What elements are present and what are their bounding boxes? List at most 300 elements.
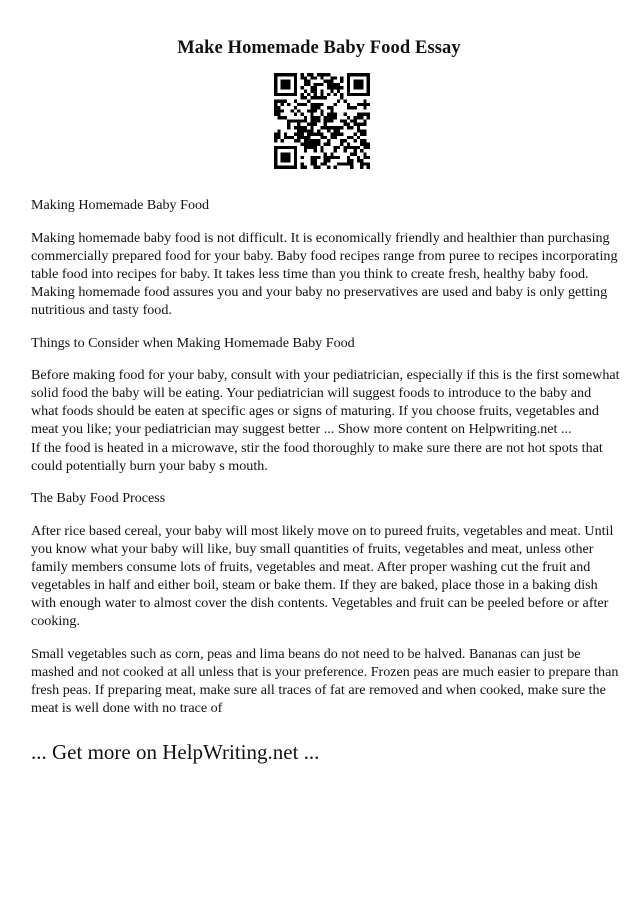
qr-module <box>277 106 280 109</box>
qr-module <box>291 136 294 139</box>
qr-module <box>291 119 294 122</box>
qr-module <box>360 159 363 162</box>
qr-module <box>274 99 277 102</box>
qr-module <box>294 166 297 169</box>
qr-module <box>304 96 307 99</box>
qr-module <box>357 116 360 119</box>
qr-module <box>320 96 323 99</box>
qr-module <box>353 146 356 149</box>
qr-module <box>300 113 303 116</box>
qr-module <box>334 136 337 139</box>
qr-module <box>327 86 330 89</box>
qr-module <box>297 139 300 142</box>
qr-module <box>344 149 347 152</box>
qr-module <box>314 116 317 119</box>
qr-module <box>300 86 303 89</box>
qr-module <box>297 103 300 106</box>
qr-module <box>334 103 337 106</box>
section-heading: The Baby Food Process <box>31 490 166 507</box>
qr-module <box>327 159 330 162</box>
qr-module <box>314 90 317 93</box>
qr-module <box>344 119 347 122</box>
qr-module <box>274 113 277 116</box>
qr-module <box>327 83 330 86</box>
qr-module <box>324 73 327 76</box>
qr-module <box>347 80 350 83</box>
qr-module <box>307 99 310 102</box>
qr-module <box>294 149 297 152</box>
qr-module <box>294 83 297 86</box>
qr-module <box>310 129 313 132</box>
qr-module <box>300 136 303 139</box>
qr-module <box>367 143 370 146</box>
qr-module <box>363 113 366 116</box>
qr-module <box>337 99 340 102</box>
qr-module <box>324 123 327 126</box>
qr-module <box>284 166 287 169</box>
qr-module <box>330 116 333 119</box>
qr-module <box>314 133 317 136</box>
qr-module <box>347 106 350 109</box>
paragraph: After rice based cereal, your baby will most likely move on to pureed fruits, vegetables and meat. Until you know what your baby will like, buy small quantities of fruits, vegetables and meat, unless other family members consume lots of fruits, vegetables and meat. After proper washing cut the fruit and vegetables in half and either boil, steam or bake them. If they are baked, place those in a baking dish with enough water to almost cover the dish contents. Vegetables and fruit can be peeled before or after cooking. <box>31 522 614 630</box>
qr-module <box>330 113 333 116</box>
qr-module <box>314 109 317 112</box>
qr-module <box>277 133 280 136</box>
qr-module <box>317 166 320 169</box>
qr-module <box>310 146 313 149</box>
qr-module <box>294 113 297 116</box>
qr-module <box>357 83 360 86</box>
qr-module <box>340 143 343 146</box>
qr-module <box>350 93 353 96</box>
qr-module <box>367 73 370 76</box>
qr-module <box>327 156 330 159</box>
qr-module <box>324 116 327 119</box>
qr-module <box>350 73 353 76</box>
qr-module <box>310 159 313 162</box>
qr-module <box>340 139 343 142</box>
page-title: Make Homemade Baby Food Essay <box>177 38 461 58</box>
qr-module <box>337 90 340 93</box>
qr-module <box>320 109 323 112</box>
qr-module <box>347 156 350 159</box>
qr-module <box>353 73 356 76</box>
qr-module <box>337 156 340 159</box>
qr-module <box>300 96 303 99</box>
qr-module <box>320 149 323 152</box>
qr-module <box>330 136 333 139</box>
qr-module <box>284 159 287 162</box>
qr-module <box>334 156 337 159</box>
qr-module <box>317 133 320 136</box>
qr-module <box>350 126 353 129</box>
qr-module <box>347 143 350 146</box>
qr-module <box>357 86 360 89</box>
qr-module <box>310 133 313 136</box>
qr-module <box>314 143 317 146</box>
qr-module <box>360 113 363 116</box>
qr-module <box>340 76 343 79</box>
qr-module <box>304 83 307 86</box>
qr-module <box>274 146 277 149</box>
qr-module <box>330 126 333 129</box>
qr-module <box>274 73 277 76</box>
qr-module <box>320 90 323 93</box>
qr-module <box>350 162 353 165</box>
qr-module <box>367 113 370 116</box>
qr-module <box>287 152 290 155</box>
qr-module <box>337 129 340 132</box>
qr-module <box>294 126 297 129</box>
qr-module <box>287 156 290 159</box>
qr-module <box>310 119 313 122</box>
qr-module <box>353 152 356 155</box>
qr-module <box>344 139 347 142</box>
qr-module <box>347 146 350 149</box>
qr-module <box>327 106 330 109</box>
qr-module <box>334 86 337 89</box>
qr-module <box>291 166 294 169</box>
qr-module <box>324 152 327 155</box>
qr-module <box>367 93 370 96</box>
qr-module <box>344 162 347 165</box>
qr-module <box>324 156 327 159</box>
qr-module <box>344 113 347 116</box>
qr-module <box>300 156 303 159</box>
qr-module <box>304 146 307 149</box>
qr-module <box>360 73 363 76</box>
qr-module <box>357 113 360 116</box>
qr-module <box>314 93 317 96</box>
qr-module <box>347 123 350 126</box>
qr-module <box>284 136 287 139</box>
qr-module <box>277 166 280 169</box>
qr-module <box>307 143 310 146</box>
qr-module <box>307 73 310 76</box>
qr-module <box>281 116 284 119</box>
qr-module <box>350 146 353 149</box>
qr-module <box>307 83 310 86</box>
qr-module <box>334 129 337 132</box>
qr-module <box>294 106 297 109</box>
qr-module <box>277 93 280 96</box>
qr-module <box>320 73 323 76</box>
qr-module <box>350 119 353 122</box>
qr-module <box>337 126 340 129</box>
qr-module <box>320 93 323 96</box>
qr-module <box>324 162 327 165</box>
qr-module <box>300 162 303 165</box>
qr-module <box>360 116 363 119</box>
qr-module <box>350 152 353 155</box>
qr-module <box>274 76 277 79</box>
qr-module <box>277 136 280 139</box>
qr-module <box>320 146 323 149</box>
qr-module <box>360 133 363 136</box>
qr-module <box>294 152 297 155</box>
qr-module <box>317 73 320 76</box>
qr-module <box>367 116 370 119</box>
qr-module <box>330 106 333 109</box>
qr-module <box>274 149 277 152</box>
qr-module <box>320 162 323 165</box>
qr-module <box>327 126 330 129</box>
qr-module <box>353 149 356 152</box>
qr-module <box>360 83 363 86</box>
qr-module <box>314 119 317 122</box>
qr-module <box>320 136 323 139</box>
qr-module <box>281 166 284 169</box>
qr-module <box>314 106 317 109</box>
qr-module <box>317 156 320 159</box>
qr-module <box>337 146 340 149</box>
qr-module <box>340 162 343 165</box>
qr-module <box>310 113 313 116</box>
qr-module <box>340 86 343 89</box>
qr-module <box>357 73 360 76</box>
qr-module <box>340 133 343 136</box>
qr-module <box>307 109 310 112</box>
qr-module <box>344 146 347 149</box>
qr-module <box>347 76 350 79</box>
qr-module <box>330 133 333 136</box>
qr-module <box>287 80 290 83</box>
qr-module <box>274 159 277 162</box>
qr-module <box>314 96 317 99</box>
qr-module <box>300 166 303 169</box>
qr-module <box>330 109 333 112</box>
qr-module <box>281 93 284 96</box>
qr-module <box>330 86 333 89</box>
qr-module <box>284 73 287 76</box>
qr-module <box>281 159 284 162</box>
qr-module <box>277 99 280 102</box>
qr-module <box>317 106 320 109</box>
qr-module <box>353 83 356 86</box>
qr-module <box>287 103 290 106</box>
qr-module <box>310 96 313 99</box>
qr-module <box>347 73 350 76</box>
qr-module <box>310 103 313 106</box>
qr-module <box>310 116 313 119</box>
essay-body <box>31 196 621 732</box>
qr-module <box>324 80 327 83</box>
qr-module <box>337 83 340 86</box>
qr-module <box>357 159 360 162</box>
qr-module <box>287 166 290 169</box>
qr-module <box>304 76 307 79</box>
qr-module <box>327 73 330 76</box>
qr-module <box>300 126 303 129</box>
qr-module <box>281 73 284 76</box>
qr-module <box>277 129 280 132</box>
qr-module <box>314 139 317 142</box>
qr-module <box>291 146 294 149</box>
qr-module <box>304 119 307 122</box>
qr-module <box>353 116 356 119</box>
qr-module <box>334 133 337 136</box>
qr-module <box>284 146 287 149</box>
qr-module <box>281 80 284 83</box>
qr-module <box>363 133 366 136</box>
qr-module <box>300 76 303 79</box>
qr-module <box>310 90 313 93</box>
qr-module <box>340 93 343 96</box>
qr-module <box>357 129 360 132</box>
qr-module <box>284 93 287 96</box>
qr-module <box>330 80 333 83</box>
qr-module <box>324 143 327 146</box>
qr-module <box>334 166 337 169</box>
qr-module <box>353 133 356 136</box>
qr-module <box>363 143 366 146</box>
qr-module <box>314 76 317 79</box>
qr-module <box>314 123 317 126</box>
qr-module <box>367 76 370 79</box>
qr-module <box>284 99 287 102</box>
qr-module <box>294 90 297 93</box>
qr-module <box>317 139 320 142</box>
qr-module <box>294 139 297 142</box>
qr-module <box>347 90 350 93</box>
qr-module <box>281 99 284 102</box>
qr-module <box>297 119 300 122</box>
qr-module <box>314 149 317 152</box>
qr-module <box>363 129 366 132</box>
qr-module <box>300 129 303 132</box>
qr-module <box>324 96 327 99</box>
qr-module <box>334 113 337 116</box>
qr-module <box>347 116 350 119</box>
qr-module <box>320 103 323 106</box>
qr-module <box>291 109 294 112</box>
qr-module <box>274 80 277 83</box>
qr-module <box>310 109 313 112</box>
qr-module <box>281 103 284 106</box>
qr-module <box>344 123 347 126</box>
qr-module <box>363 162 366 165</box>
qr-module <box>357 136 360 139</box>
qr-module <box>334 93 337 96</box>
qr-module <box>353 106 356 109</box>
qr-module <box>307 136 310 139</box>
qr-module <box>300 93 303 96</box>
qr-module <box>274 93 277 96</box>
qr-module <box>360 123 363 126</box>
qr-module <box>350 136 353 139</box>
qr-module <box>367 166 370 169</box>
qr-module <box>284 80 287 83</box>
qr-module <box>274 109 277 112</box>
qr-module <box>327 119 330 122</box>
qr-module <box>284 83 287 86</box>
qr-module <box>363 123 366 126</box>
qr-module <box>330 90 333 93</box>
qr-module <box>304 90 307 93</box>
qr-module <box>297 126 300 129</box>
qr-module <box>287 159 290 162</box>
qr-module <box>274 106 277 109</box>
qr-module <box>297 129 300 132</box>
section-heading: Making Homemade Baby Food <box>31 197 210 213</box>
qr-module <box>357 123 360 126</box>
qr-module <box>297 136 300 139</box>
qr-module <box>360 86 363 89</box>
get-more-link[interactable]: ... Get more on HelpWriting.net ... <box>31 740 320 764</box>
qr-module <box>314 156 317 159</box>
qr-module <box>307 139 310 142</box>
qr-module <box>363 99 366 102</box>
qr-module <box>320 133 323 136</box>
qr-module <box>353 123 356 126</box>
qr-module <box>300 103 303 106</box>
qr-module <box>367 162 370 165</box>
qr-module <box>274 156 277 159</box>
qr-module <box>304 80 307 83</box>
qr-module <box>367 83 370 86</box>
qr-module <box>347 126 350 129</box>
qr-module <box>304 149 307 152</box>
qr-module <box>317 116 320 119</box>
qr-module <box>357 146 360 149</box>
qr-module <box>310 106 313 109</box>
qr-module <box>310 126 313 129</box>
qr-module <box>274 103 277 106</box>
section-heading: Things to Consider when Making Homemade Baby Food <box>31 334 355 351</box>
qr-module <box>284 116 287 119</box>
qr-module <box>363 93 366 96</box>
qr-module <box>363 146 366 149</box>
qr-module <box>360 93 363 96</box>
qr-module <box>277 109 280 112</box>
qr-module <box>363 103 366 106</box>
qr-module <box>340 119 343 122</box>
qr-module <box>281 156 284 159</box>
qr-module <box>357 80 360 83</box>
qr-module <box>327 143 330 146</box>
qr-module <box>274 136 277 139</box>
qr-module <box>367 156 370 159</box>
qr-module <box>353 86 356 89</box>
qr-module <box>337 162 340 165</box>
qr-code-icon <box>274 73 370 169</box>
qr-module <box>340 96 343 99</box>
qr-module <box>294 73 297 76</box>
qr-module <box>320 113 323 116</box>
qr-module <box>327 93 330 96</box>
qr-module <box>281 139 284 142</box>
qr-module <box>294 119 297 122</box>
qr-module <box>357 126 360 129</box>
qr-module <box>324 126 327 129</box>
qr-module <box>307 123 310 126</box>
qr-module <box>274 133 277 136</box>
qr-module <box>327 166 330 169</box>
qr-module <box>294 76 297 79</box>
qr-module <box>317 143 320 146</box>
qr-module <box>314 166 317 169</box>
qr-module <box>330 152 333 155</box>
qr-module <box>274 162 277 165</box>
qr-module <box>357 93 360 96</box>
qr-module <box>327 113 330 116</box>
qr-module <box>314 83 317 86</box>
qr-module <box>294 86 297 89</box>
qr-module <box>287 73 290 76</box>
qr-module <box>330 83 333 86</box>
qr-module <box>304 116 307 119</box>
qr-module <box>357 103 360 106</box>
